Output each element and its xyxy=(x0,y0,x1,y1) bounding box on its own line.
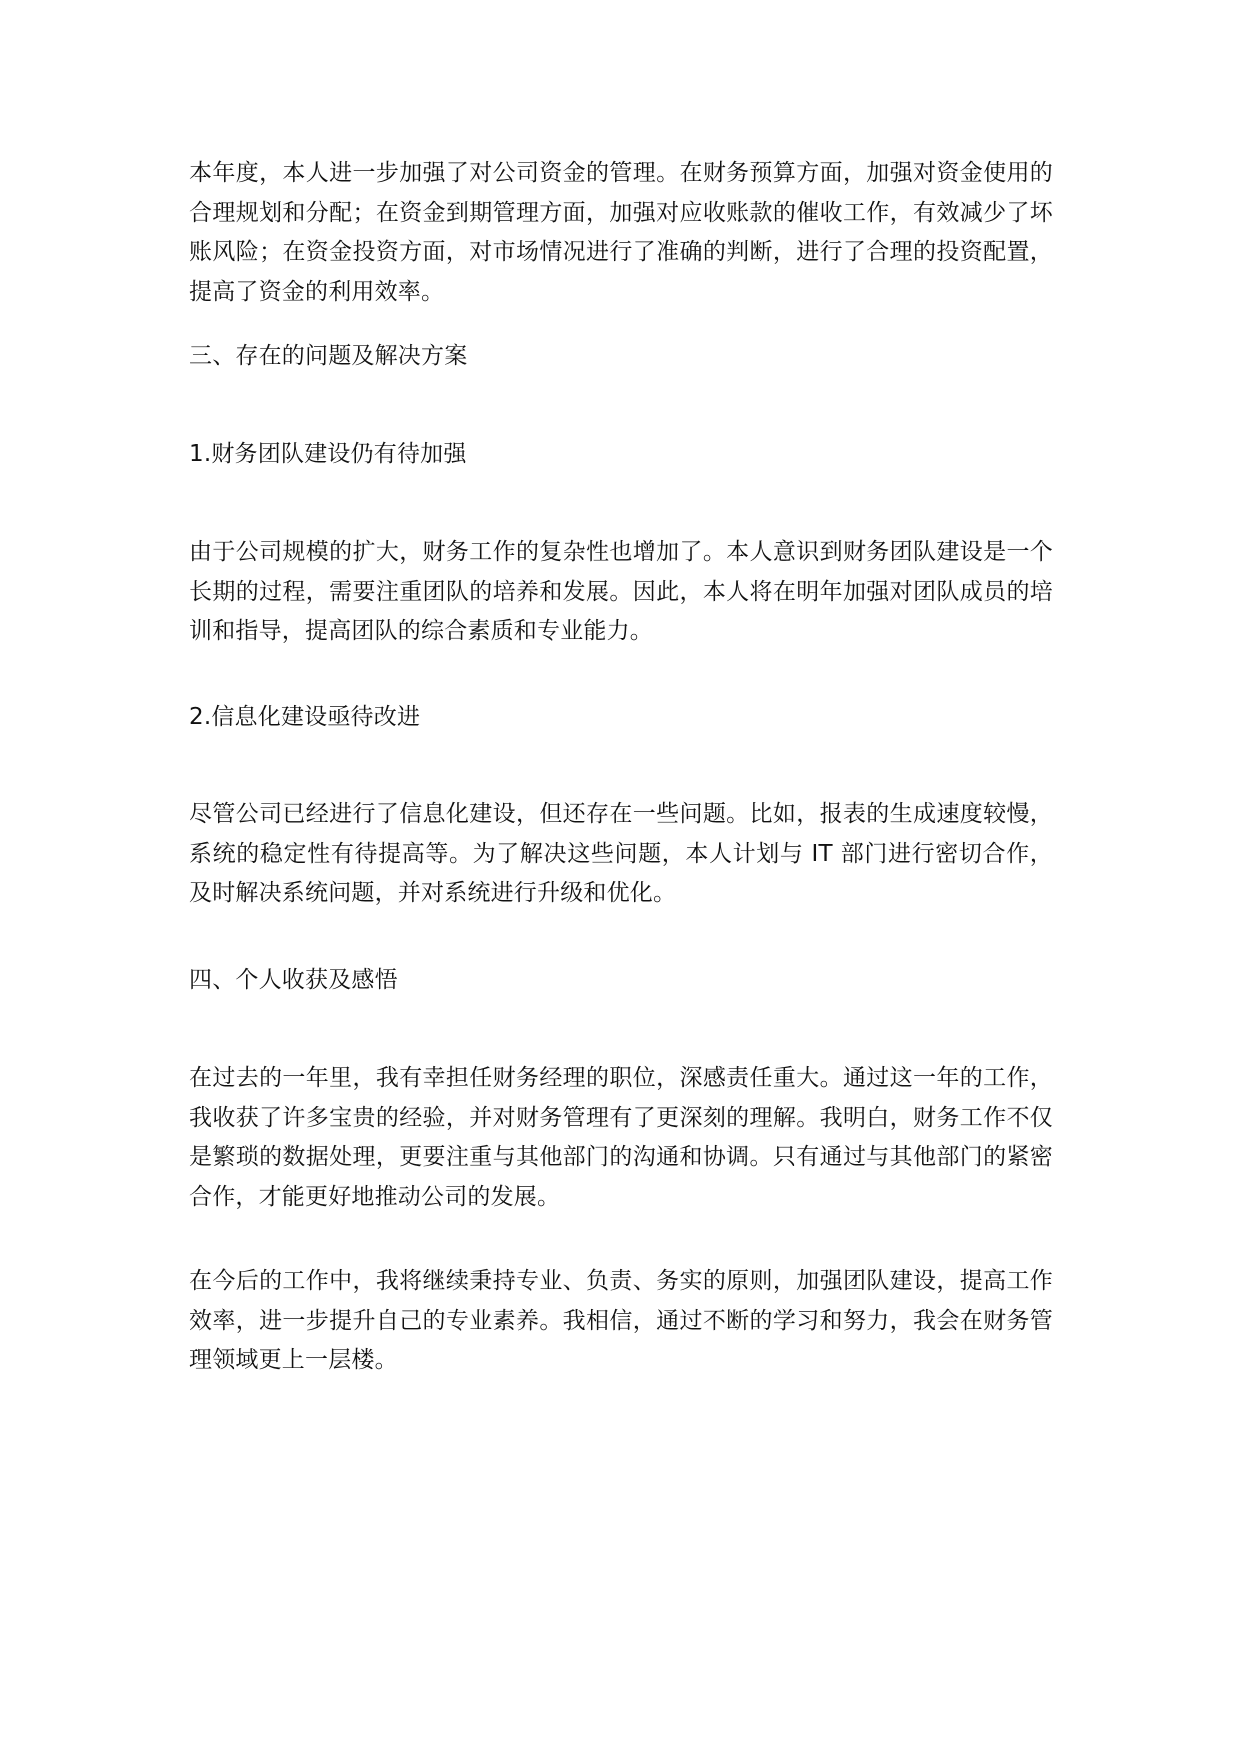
subheading-informatization: 2.信息化建设亟待改进 xyxy=(189,704,421,730)
section-heading-problems: 三、存在的问题及解决方案 xyxy=(189,343,468,369)
paragraph-reflections: 在过去的一年里，我有幸担任财务经理的职位，深感责任重大。通过这一年的工作，我收获了许多宝贵的经验，并对财务管理有了更深刻的理解。我明白，财务工作不仅是繁琐的数据处理，更要注重与其他部门的沟通和协调。只有通过与其他部门的紧密合作，才能更好地推动公司的发展。 xyxy=(189,1065,1053,1210)
paragraph-fund-management: 本年度，本人进一步加强了对公司资金的管理。在财务预算方面，加强对资金使用的合理规划和分配；在资金到期管理方面，加强对应收账款的催收工作，有效减少了坏账风险；在资金投资方面，对市场情况进行了准确的判断，进行了合理的投资配置，提高了资金的利用效率。 xyxy=(189,160,1053,305)
subheading-team-building: 1.财务团队建设仍有待加强 xyxy=(189,441,467,467)
paragraph-team-building: 由于公司规模的扩大，财务工作的复杂性也增加了。本人意识到财务团队建设是一个长期的过程，需要注重团队的培养和发展。因此，本人将在明年加强对团队成员的培训和指导，提高团队的综合素质和专业能力。 xyxy=(189,539,1053,644)
paragraph-future-plans: 在今后的工作中，我将继续秉持专业、负责、务实的原则，加强团队建设，提高工作效率，进一步提升自己的专业素养。我相信，通过不断的学习和努力，我会在财务管理领域更上一层楼。 xyxy=(189,1268,1053,1373)
paragraph-informatization: 尽管公司已经进行了信息化建设，但还存在一些问题。比如，报表的生成速度较慢，系统的稳定性有待提高等。为了解决这些问题，本人计划与 IT 部门进行密切合作，及时解决系统问题，并对系统进行升级和优化。 xyxy=(189,801,1053,906)
section-heading-reflections: 四、个人收获及感悟 xyxy=(189,967,398,993)
